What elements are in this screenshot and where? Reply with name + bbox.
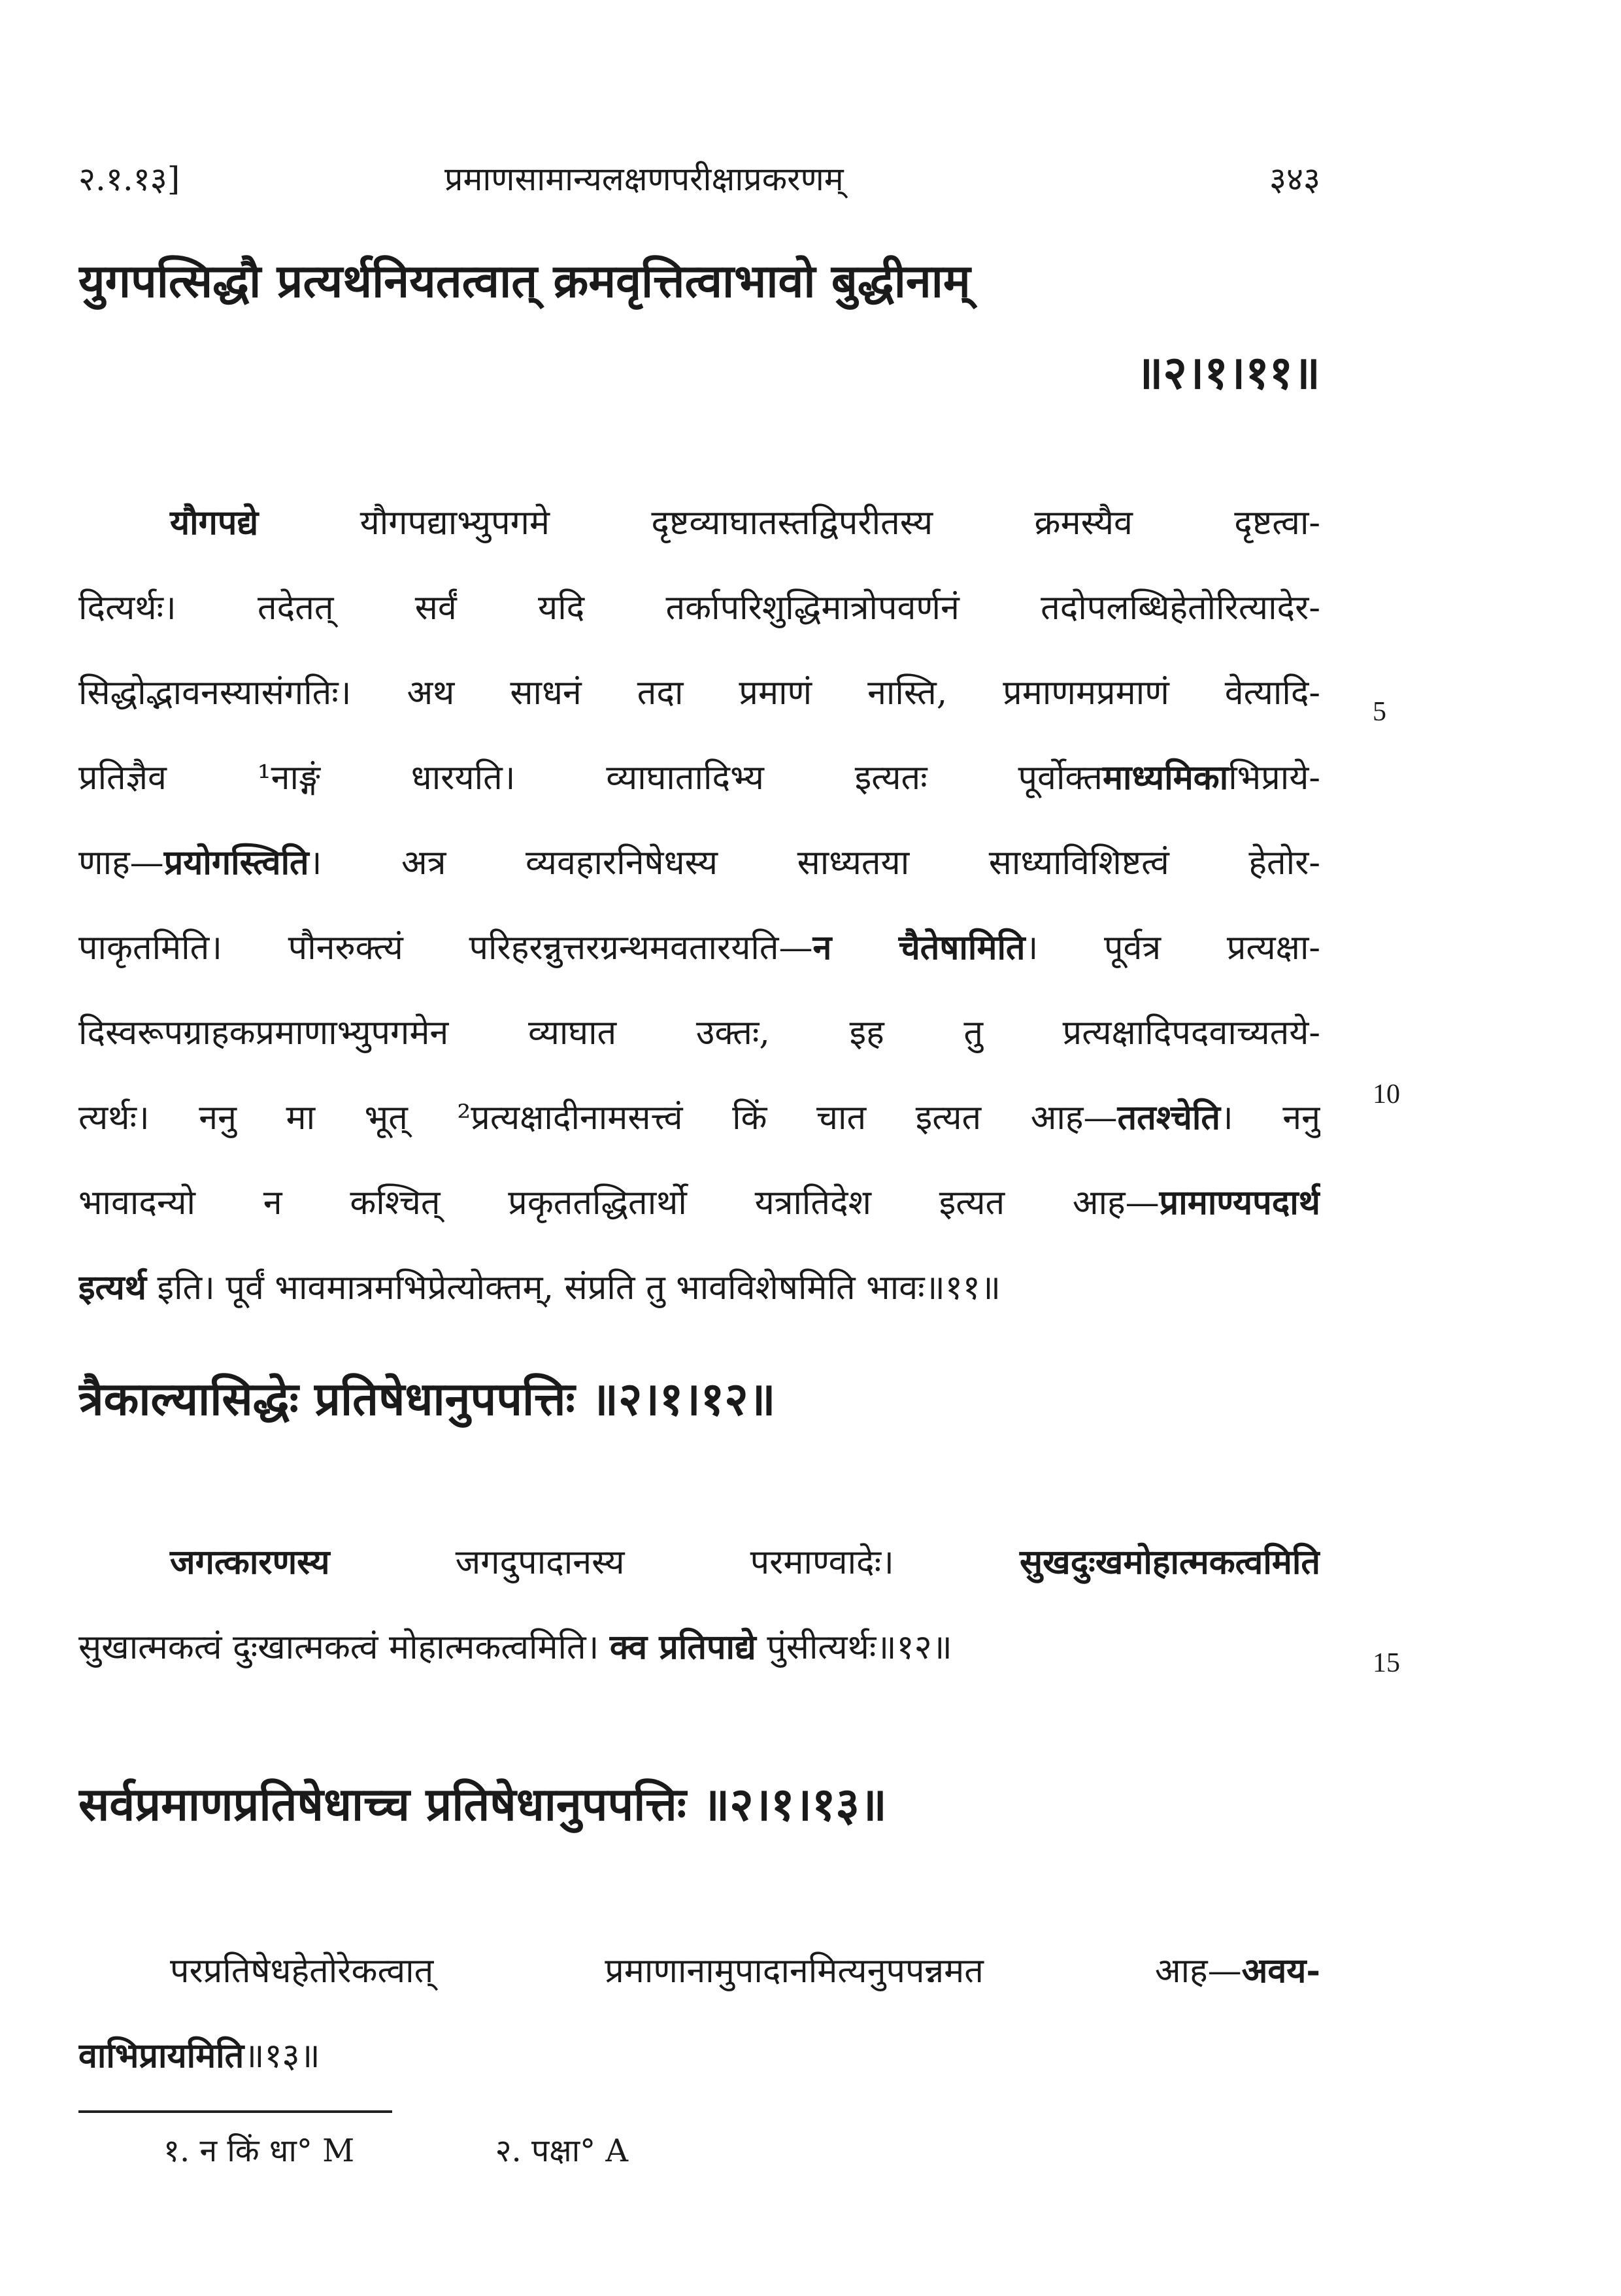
commentary-line: जगत्कारणस्य जगदुपादानस्य परमाण्वादेः। सुखदुःखमोहात्मकत्वमिति: [170, 1542, 1320, 1582]
footnotes: [163, 2125, 759, 2177]
sutra-heading-12: [78, 1353, 1320, 1445]
running-head: [78, 156, 1320, 214]
sutra-heading-13: [78, 1759, 1320, 1850]
section-reference: २.१.१३]: [78, 160, 180, 198]
line-number-10: 10: [1373, 1079, 1400, 1109]
page-number: ३४३: [1269, 160, 1320, 198]
commentary-line: सुखात्मकत्वं दुःखात्मकत्वं मोहात्मकत्वमिति। क्व प्रतिपाद्ये पुंसीत्यर्थः॥१२॥: [78, 1627, 952, 1667]
commentary-line: यौगपद्ये यौगपद्याभ्युपगमे दृष्टव्याघातस्तद्विपरीतस्य क्रमस्यैव दृष्टत्वा-: [170, 503, 1320, 543]
commentary-line: दिस्वरूपग्राहकप्रमाणाभ्युपगमेन व्याघात उक्तः, इह तु प्रत्यक्षादिपदवाच्यतये-: [78, 1013, 1320, 1053]
commentary-line: इत्यर्थ इति। पूर्वं भावमात्रमभिप्रेत्योक्तम्, संप्रति तु भावविशेषमिति भावः॥११॥: [78, 1268, 1001, 1308]
sutra-heading-11: [78, 235, 1320, 418]
commentary-line: सिद्धोद्भावनस्यासंगतिः। अथ साधनं तदा प्रमाणं नास्ति, प्रमाणमप्रमाणं वेत्यादि-: [78, 673, 1320, 713]
line-number-5: 5: [1373, 697, 1386, 727]
chapter-title: प्रमाणसामान्यलक्षणपरीक्षाप्रकरणम्: [444, 160, 844, 198]
sutra-text: त्रैकाल्यासिद्धेः प्रतिषेधानुपपत्तिः ॥२।१।१२॥: [78, 1372, 776, 1426]
sutra-text: युगपत्सिद्धौ प्रत्यर्थनियतत्वात् क्रमवृत्तित्वाभावो बुद्धीनाम्: [78, 254, 971, 308]
sutra-number: ॥२।१।११॥: [1135, 345, 1320, 399]
commentary-11: [78, 481, 1320, 1330]
sutra-text: सर्वप्रमाणप्रतिषेधाच्च प्रतिषेधानुपपत्तिः ॥२।१।१३॥: [78, 1777, 887, 1831]
commentary-line: वाभिप्रायमिति॥१३॥: [78, 2036, 320, 2076]
commentary-13: [78, 1929, 1320, 2099]
commentary-line: दित्यर्थः। तदेतत् सर्वं यदि तर्कापरिशुद्धिमात्रोपवर्णनं तदोपलब्धिहेतोरित्यादेर-: [78, 588, 1320, 628]
footnote-rule: [78, 2110, 392, 2113]
footnote: २. पक्षा° A: [495, 2133, 629, 2169]
commentary-line: णाह—प्रयोगस्त्विति। अत्र व्यवहारनिषेधस्य साध्यतया साध्याविशिष्टत्वं हेतोर-: [78, 843, 1320, 883]
commentary-line: पाकृतमिति। पौनरुक्त्यं परिहरन्नुत्तरग्रन्थमवतारयति—न चैतेषामिति। पूर्वत्र प्रत्यक्षा-: [78, 928, 1320, 968]
commentary-line: प्रतिज्ञैव ¹नाङ्गं धारयति। व्याघातादिभ्य इत्यतः पूर्वोक्तमाध्यमिकाभिप्राये-: [78, 758, 1320, 798]
commentary-12: [78, 1520, 1320, 1690]
line-number-15: 15: [1373, 1648, 1400, 1678]
footnote: १. न किं धा° M: [163, 2133, 355, 2169]
commentary-line: त्यर्थः। ननु मा भूत् ²प्रत्यक्षादीनामसत्त्वं किं चात इत्यत आह—ततश्चेति। ननु: [78, 1098, 1320, 1138]
commentary-line: भावादन्यो न कश्चित् प्रकृततद्धितार्थो यत्रातिदेश इत्यत आह—प्रामाण्यपदार्थ: [78, 1183, 1320, 1223]
commentary-line: परप्रतिषेधहेतोरेकत्वात् प्रमाणानामुपादानमित्यनुपपन्नमत आह—अवय-: [170, 1951, 1320, 1991]
